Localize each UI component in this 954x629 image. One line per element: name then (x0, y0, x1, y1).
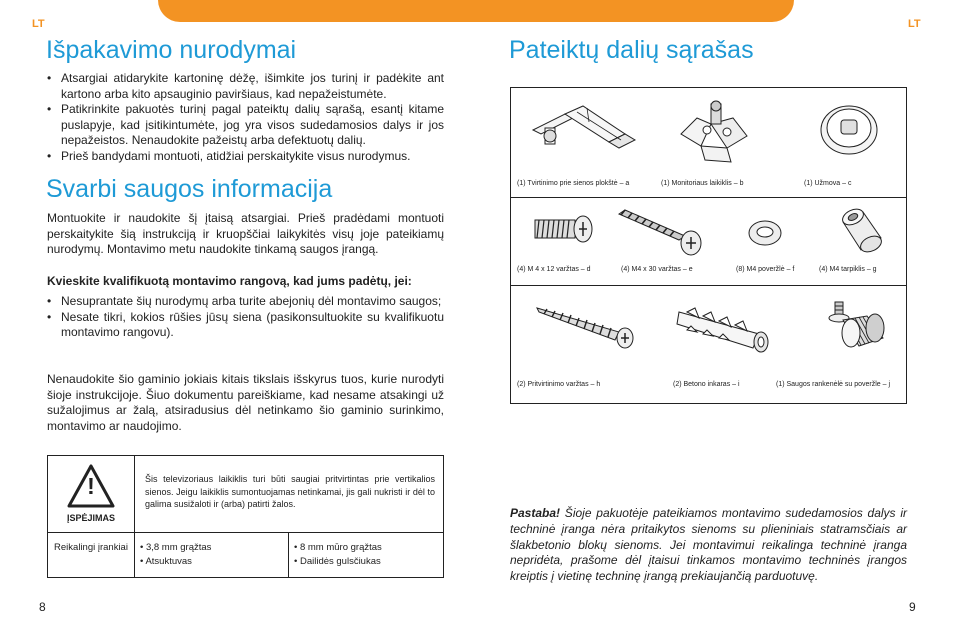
sleeve-illustration (817, 100, 881, 156)
tools-column-1 (140, 541, 285, 569)
warning-symbol: ! (87, 473, 95, 499)
part-label-d: (4) M 4 x 12 varžtas – d (517, 266, 591, 273)
safety-knob-illustration (821, 298, 891, 360)
part-label-g: (4) M4 tarpiklis – g (819, 266, 877, 273)
header-tab (158, 0, 794, 22)
contractor-item: • Nesuprantate šių nurodymų arba turite abejonių dėl montavimo saugos; (47, 294, 444, 310)
lang-code-right: LT (908, 18, 921, 30)
contractor-heading: Kvieskite kvalifikuotą montavimo rangovą, kad jums padėtų, jei: (47, 274, 412, 288)
tool-item: • Atsuktuvas (140, 556, 192, 567)
tool-item: • 8 mm mūro grąžtas (294, 542, 382, 553)
unpacking-item: • Patikrinkite pakuotės turinį pagal pateiktų dalių sąrašą, esantį kitame puslapyje, kad įsitikintumėte, jog yra visos sudedamosios dalys ir jos nepažeistos. Nenaudokite pažeistų arba defektuotų dalių. (47, 102, 444, 149)
screw-m4x12-illustration (531, 212, 595, 248)
unpacking-heading: Išpakavimo nurodymai (46, 36, 297, 64)
unpacking-item: • Atsargiai atidarykite kartoninę dėžę, išimkite jos turinį ir padėkite ant kartono arba kito apsauginio paviršiaus, kad nepažeistumėte. (47, 71, 444, 102)
warning-box (47, 455, 444, 578)
page-number-left: 8 (39, 600, 46, 614)
wall-plate-illustration (525, 100, 645, 160)
unpacking-list (47, 71, 444, 165)
concrete-anchor-illustration (673, 302, 773, 356)
part-label-b: (1) Monitoriaus laikiklis – b (661, 180, 744, 187)
contractor-item: • Nesate tikri, kokios rūšies jūsų siena (pasikonsultuokite su kvalifikuotu montavimo rangovu). (47, 310, 444, 341)
part-label-h: (2) Pritvirtinimo varžtas – h (517, 381, 601, 388)
part-label-e: (4) M4 x 30 varžtas – e (621, 266, 693, 273)
note-label: Pastaba! (510, 506, 561, 520)
tool-item: • 3,8 mm grąžtas (140, 542, 212, 553)
tool-item: • Dailidės gulsčiukas (294, 556, 381, 567)
tools-column-2 (294, 541, 439, 569)
fixing-screw-illustration (535, 302, 635, 352)
tools-label: Reikalingi įrankiai (54, 542, 128, 553)
liability-paragraph: Nenaudokite šio gaminio jokiais kitais tikslais išskyrus tuos, kurie nurodyti šioje instrukcijoje. Šiuo dokumentu pareiškiame, kad nesame atsakingi už sužalojimus ar žalą, atsiradusius dėl netinkamo šio gaminio surinkimo, montavimo ar naudojimo. (47, 372, 444, 433)
warning-label: ĮSPĖJIMAS (66, 513, 115, 523)
monitor-holder-illustration (671, 96, 761, 166)
lang-code-left: LT (32, 18, 45, 30)
safety-heading: Svarbi saugos informacija (46, 175, 333, 203)
contractor-list (47, 294, 444, 341)
part-label-f: (8) M4 poveržlė – f (736, 266, 795, 273)
washer-illustration (747, 218, 783, 248)
parts-list-box (510, 87, 907, 404)
parts-heading: Pateiktų dalių sąrašas (509, 36, 754, 64)
part-label-c: (1) Užmova – c (804, 180, 852, 187)
part-label-i: (2) Betono inkaras – i (673, 381, 740, 388)
note-paragraph (510, 506, 907, 585)
spacer-illustration (837, 208, 887, 256)
unpacking-item: • Prieš bandydami montuoti, atidžiai perskaitykite visus nurodymus. (47, 149, 444, 165)
safety-paragraph: Montuokite ir naudokite šį įtaisą atsargiai. Prieš pradėdami montuoti perskaitykite šią instrukciją ir kruopščiai laikykitės visų joje pateikiamų nurodymų. Montavimo metu naudokite tinkamą saugos įrangą. (47, 211, 444, 256)
part-label-j: (1) Saugos rankenėlė su poveržle – j (776, 381, 891, 388)
part-label-a: (1) Tvirtinimo prie sienos plokštė – a (517, 180, 630, 187)
screw-m4x30-illustration (615, 206, 705, 258)
note-text: Šioje pakuotėje pateikiamos montavimo sudedamosios dalys ir techninė įranga nėra pritaikytos sienoms su plieniniais statramsčiais ar šlakbetonio blokų sienoms. Jei montavimui reikalinga techninė įranga nepridėta, prašome dėl įtaisui tinkamos montavimo techninės įrangos kreiptis į vietinę techninę įrangą prekiaujančią parduotuvę. (510, 506, 907, 584)
warning-text: Šis televizoriaus laikiklis turi būti saugiai pritvirtintas prie vertikalios sienos. Jeigu laikiklis sumontuojamas netinkamai, jis gali nukristi ir dėl to galima susižaloti ir (arba) patirti žalos. (145, 474, 435, 509)
page-number-right: 9 (909, 600, 916, 614)
